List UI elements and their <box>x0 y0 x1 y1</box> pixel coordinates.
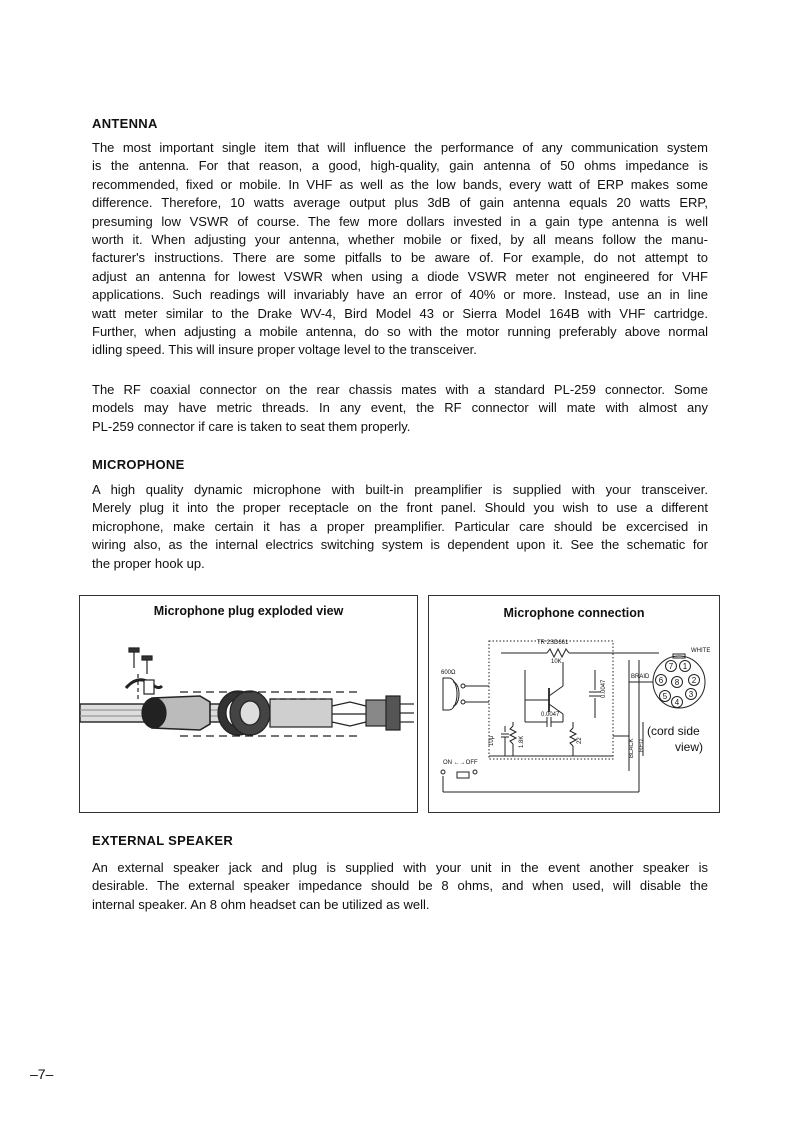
cap-label: 0.0047 <box>601 679 607 698</box>
text-line: facturer's instructions. There are some pitfalls to be aware of. For example, do not attempt to <box>92 250 708 266</box>
text-line: desirable. The external speaker impedance should be 8 ohms, and when used, will disable the <box>92 878 708 894</box>
plug-exploded-view-figure <box>79 595 418 813</box>
text-line: A high quality dynamic microphone with built-in preamplifier is supplied with your transceiver. <box>92 482 708 497</box>
resistor-10k-label: 10K <box>551 659 562 665</box>
pin-label: 3 <box>688 690 694 699</box>
microphone-schematic <box>429 596 719 812</box>
impedance-label: 600Ω <box>441 670 456 676</box>
pin-label: 5 <box>662 692 668 701</box>
text-line: The most important single item that will influence the performance of any communication system <box>92 140 708 155</box>
text-line: presuming low VSWR of course. The few more dollars invested in a gain type antenna is well <box>92 213 708 229</box>
transistor-label: TR 2SD661 <box>537 640 569 646</box>
black-wire-label: BLACK <box>629 738 635 758</box>
white-wire-label: WHITE <box>691 648 711 654</box>
text-line: Further, when adjusting a mobile antenna, do so with the motor running preferably above normal <box>92 324 708 340</box>
text-line: Merely plug it into the proper receptacle on the front panel. Should you wish to use a different <box>92 500 708 516</box>
microphone-heading: MICROPHONE <box>92 457 185 472</box>
pin-label: 4 <box>674 698 680 707</box>
antenna-paragraph-1 <box>92 139 708 360</box>
text-line: An external speaker jack and plug is supplied with your unit in the event another speaker is <box>92 860 708 875</box>
cap-label: 10μ <box>489 735 495 746</box>
pin-label: 6 <box>658 676 664 685</box>
text-line: wiring also, as the internal electrics switching system is dependent upon it. See the schematic for <box>92 537 708 553</box>
plug-exploded-drawing <box>80 596 417 812</box>
microphone-connection-title: Microphone connection <box>503 606 645 620</box>
microphone-connection-figure <box>428 595 720 813</box>
switch-label: ON ←→OFF <box>443 760 478 766</box>
text-line: recommended, fixed or mobile. In VHF as well as the low bands, every watt of ERP makes some <box>92 176 708 192</box>
text-line: models may have metric threads. In any event, the RF connector will mate with almost any <box>92 400 708 416</box>
text-line: The RF coaxial connector on the rear chassis mates with a standard PL-259 connector. Some <box>92 382 708 397</box>
antenna-paragraph-2 <box>92 381 708 436</box>
antenna-heading: ANTENNA <box>92 116 158 131</box>
pin-label: 7 <box>668 662 674 671</box>
resistor-label: 1.8K <box>519 735 525 748</box>
external-speaker-heading: EXTERNAL SPEAKER <box>92 833 234 848</box>
microphone-paragraph <box>92 481 708 573</box>
text-line: worth it. When adjusting your antenna, whether mobile or fixed, by all means follow the manu- <box>92 232 708 248</box>
text-line: is the antenna. For that reason, a good, high-quality, gain antenna of 50 ohms impedance is <box>92 158 708 174</box>
page-number: –7– <box>30 1066 54 1082</box>
text-line: the proper hook up. <box>92 555 205 571</box>
text-line: internal speaker. An 8 ohm headset can be utilized as well. <box>92 896 430 912</box>
braid-wire-label: BRAID <box>631 674 650 680</box>
pin-label: 2 <box>691 676 697 685</box>
text-line: watt meter similar to the Drake WV-4, Bird Model 43 or Sierra Model 164B with VHF cartridge. <box>92 305 708 321</box>
text-line: difference. Therefore, 10 watts average output plus 3dB of gain antenna equals 20 watts ERP, <box>92 195 708 211</box>
text-line: idling speed. This will insure proper voltage level to the transceiver. <box>92 342 477 358</box>
plug-exploded-view-title: Microphone plug exploded view <box>153 604 344 618</box>
view-note-line-2: view) <box>675 740 704 754</box>
text-line: adjust an antenna for lowest VSWR when using a diode VSWR meter not engineered for VHF <box>92 268 708 284</box>
pin-label: 1 <box>682 662 688 671</box>
text-line: applications. Such readings will invariably have an error of 40% or more. Instead, use an in line <box>92 287 708 303</box>
resistor-label: 22 <box>577 737 583 744</box>
text-line: PL-259 connector if care is taken to seat them properly. <box>92 418 411 434</box>
cap-label: 0.0047 <box>541 712 560 718</box>
text-line: microphone, make certain it has a proper preamplifier. Particular care should be excercised in <box>92 518 708 534</box>
red-wire-label: RED <box>639 739 645 752</box>
external-speaker-paragraph <box>92 859 708 914</box>
view-note-line-1: (cord side <box>647 724 700 738</box>
pin-label: 8 <box>674 678 680 687</box>
